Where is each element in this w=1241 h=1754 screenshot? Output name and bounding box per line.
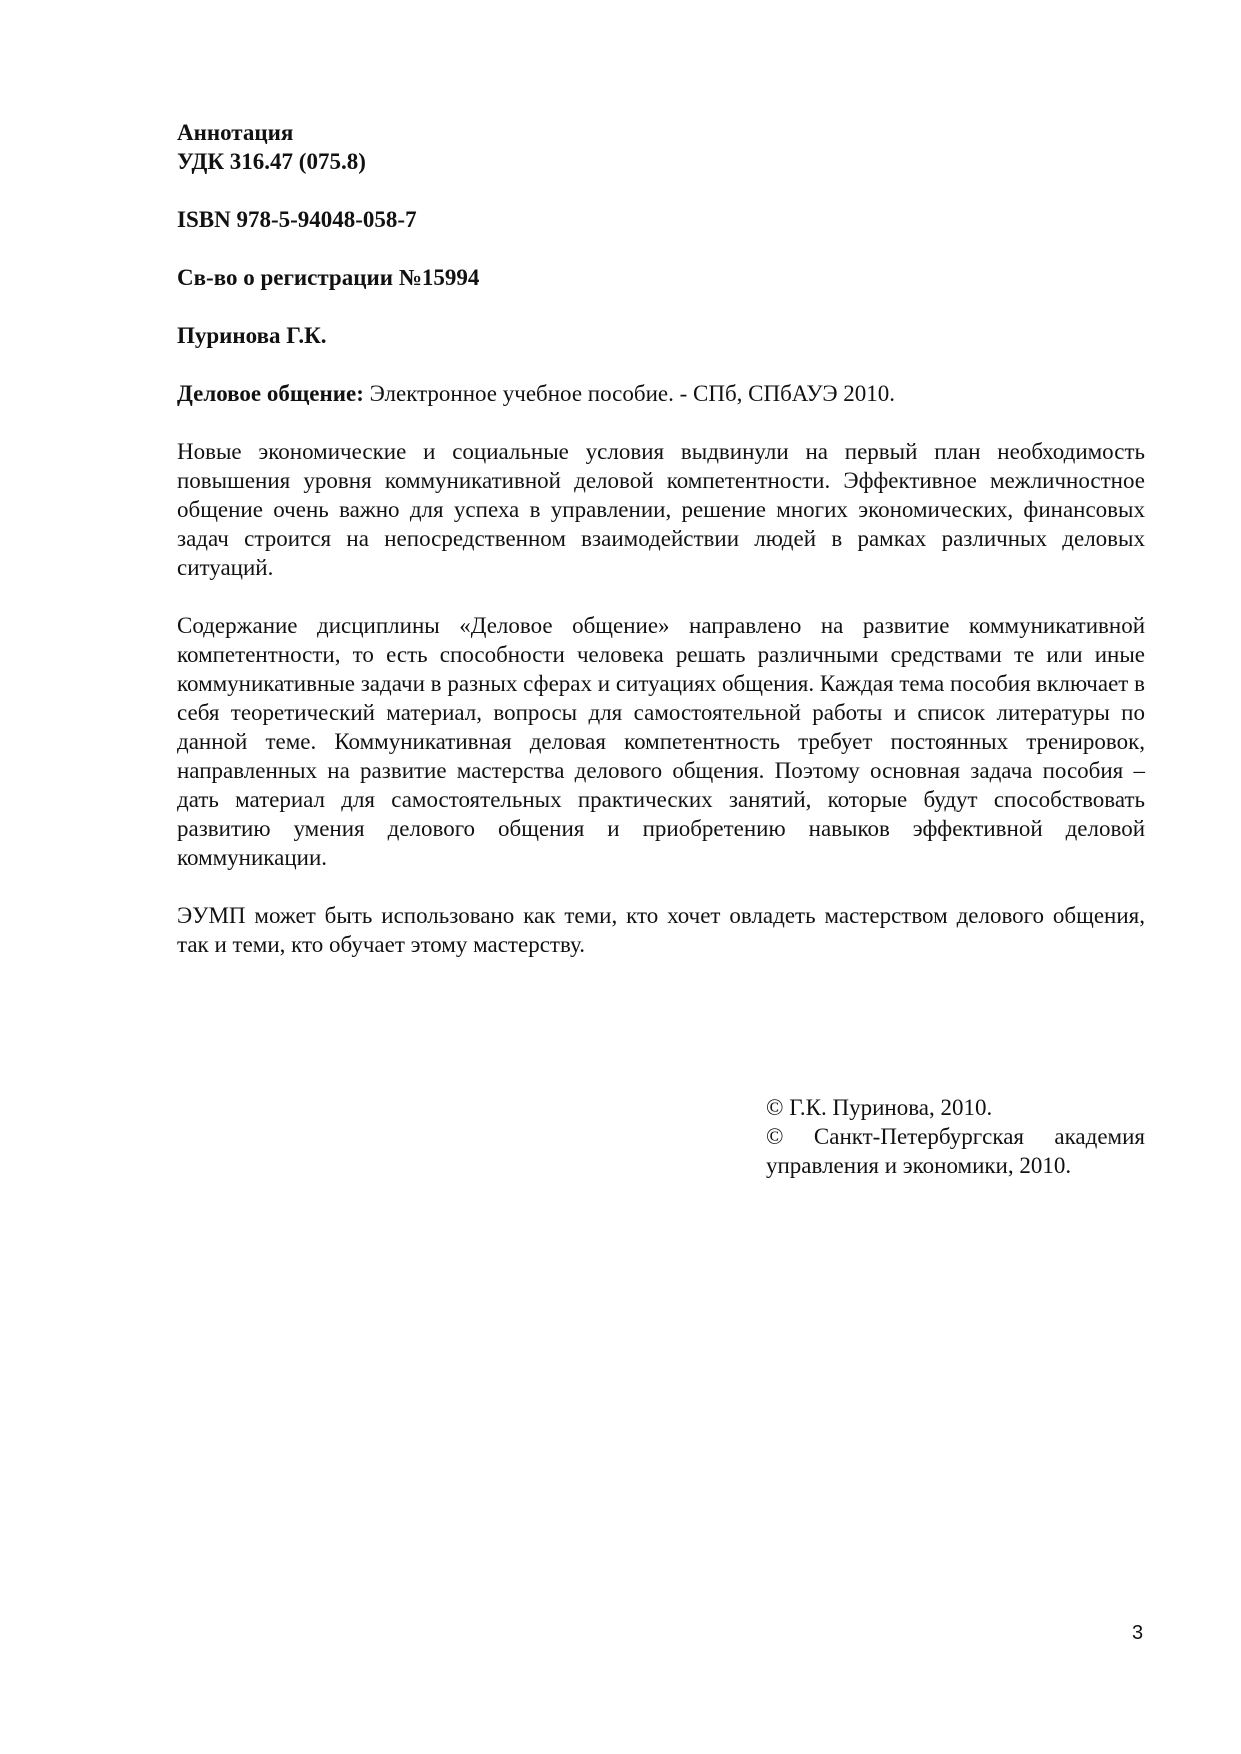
author-name: Пуринова Г.К. bbox=[177, 323, 327, 348]
copyright-author: © Г.К. Пуринова, 2010. bbox=[766, 1095, 993, 1120]
book-title: Деловое общение: bbox=[177, 381, 364, 406]
book-title-line bbox=[177, 379, 1145, 408]
paragraph-2: Содержание дисциплины «Деловое общение» направлено на развитие коммуникативной компетентности, то есть способности человека решать различными средствами те или иные коммуникативные задачи в разных сферах и ситуациях общения. Каждая тема пособия включает в себя теоретический материал, вопросы для самостоятельной работы и список литературы по данной теме. Коммуникативная деловая компетентность требует постоянных тренировок, направленных на развитие мастерства делового общения. Поэтому основная задача пособия – дать материал для самостоятельных практических занятий, которые будут способствовать развитию умения делового общения и приобретению навыков эффективной деловой коммуникации. bbox=[177, 613, 1145, 870]
annotation-heading: Аннотация bbox=[177, 120, 294, 145]
isbn: ISBN 978-5-94048-058-7 bbox=[177, 207, 417, 232]
udk-code: УДК 316.47 (075.8) bbox=[177, 149, 366, 174]
copyright-academy: © Санкт-Петербургская академия управления и экономики, 2010. bbox=[766, 1124, 1145, 1178]
paragraph-3: ЭУМП может быть использовано как теми, кто хочет овладеть мастерством делового общения, так и теми, кто обучает этому мастерству. bbox=[177, 903, 1145, 957]
page-number: 3 bbox=[1132, 1622, 1144, 1644]
registration-certificate: Св-во о регистрации №15994 bbox=[177, 265, 480, 290]
copyright-block bbox=[766, 1093, 1145, 1180]
annotation-block bbox=[177, 118, 1145, 959]
book-publication-info: Электронное учебное пособие. - СПб, СПбАУЭ 2010. bbox=[363, 381, 896, 406]
paragraph-1: Новые экономические и социальные условия выдвинули на первый план необходимость повышения уровня коммуникативной деловой компетентности. Эффективное межличностное общение очень важно для успеха в управлении, решение многих экономических, финансовых задач строится на непосредственном взаимодействии людей в рамках различных деловых ситуаций. bbox=[177, 439, 1145, 580]
